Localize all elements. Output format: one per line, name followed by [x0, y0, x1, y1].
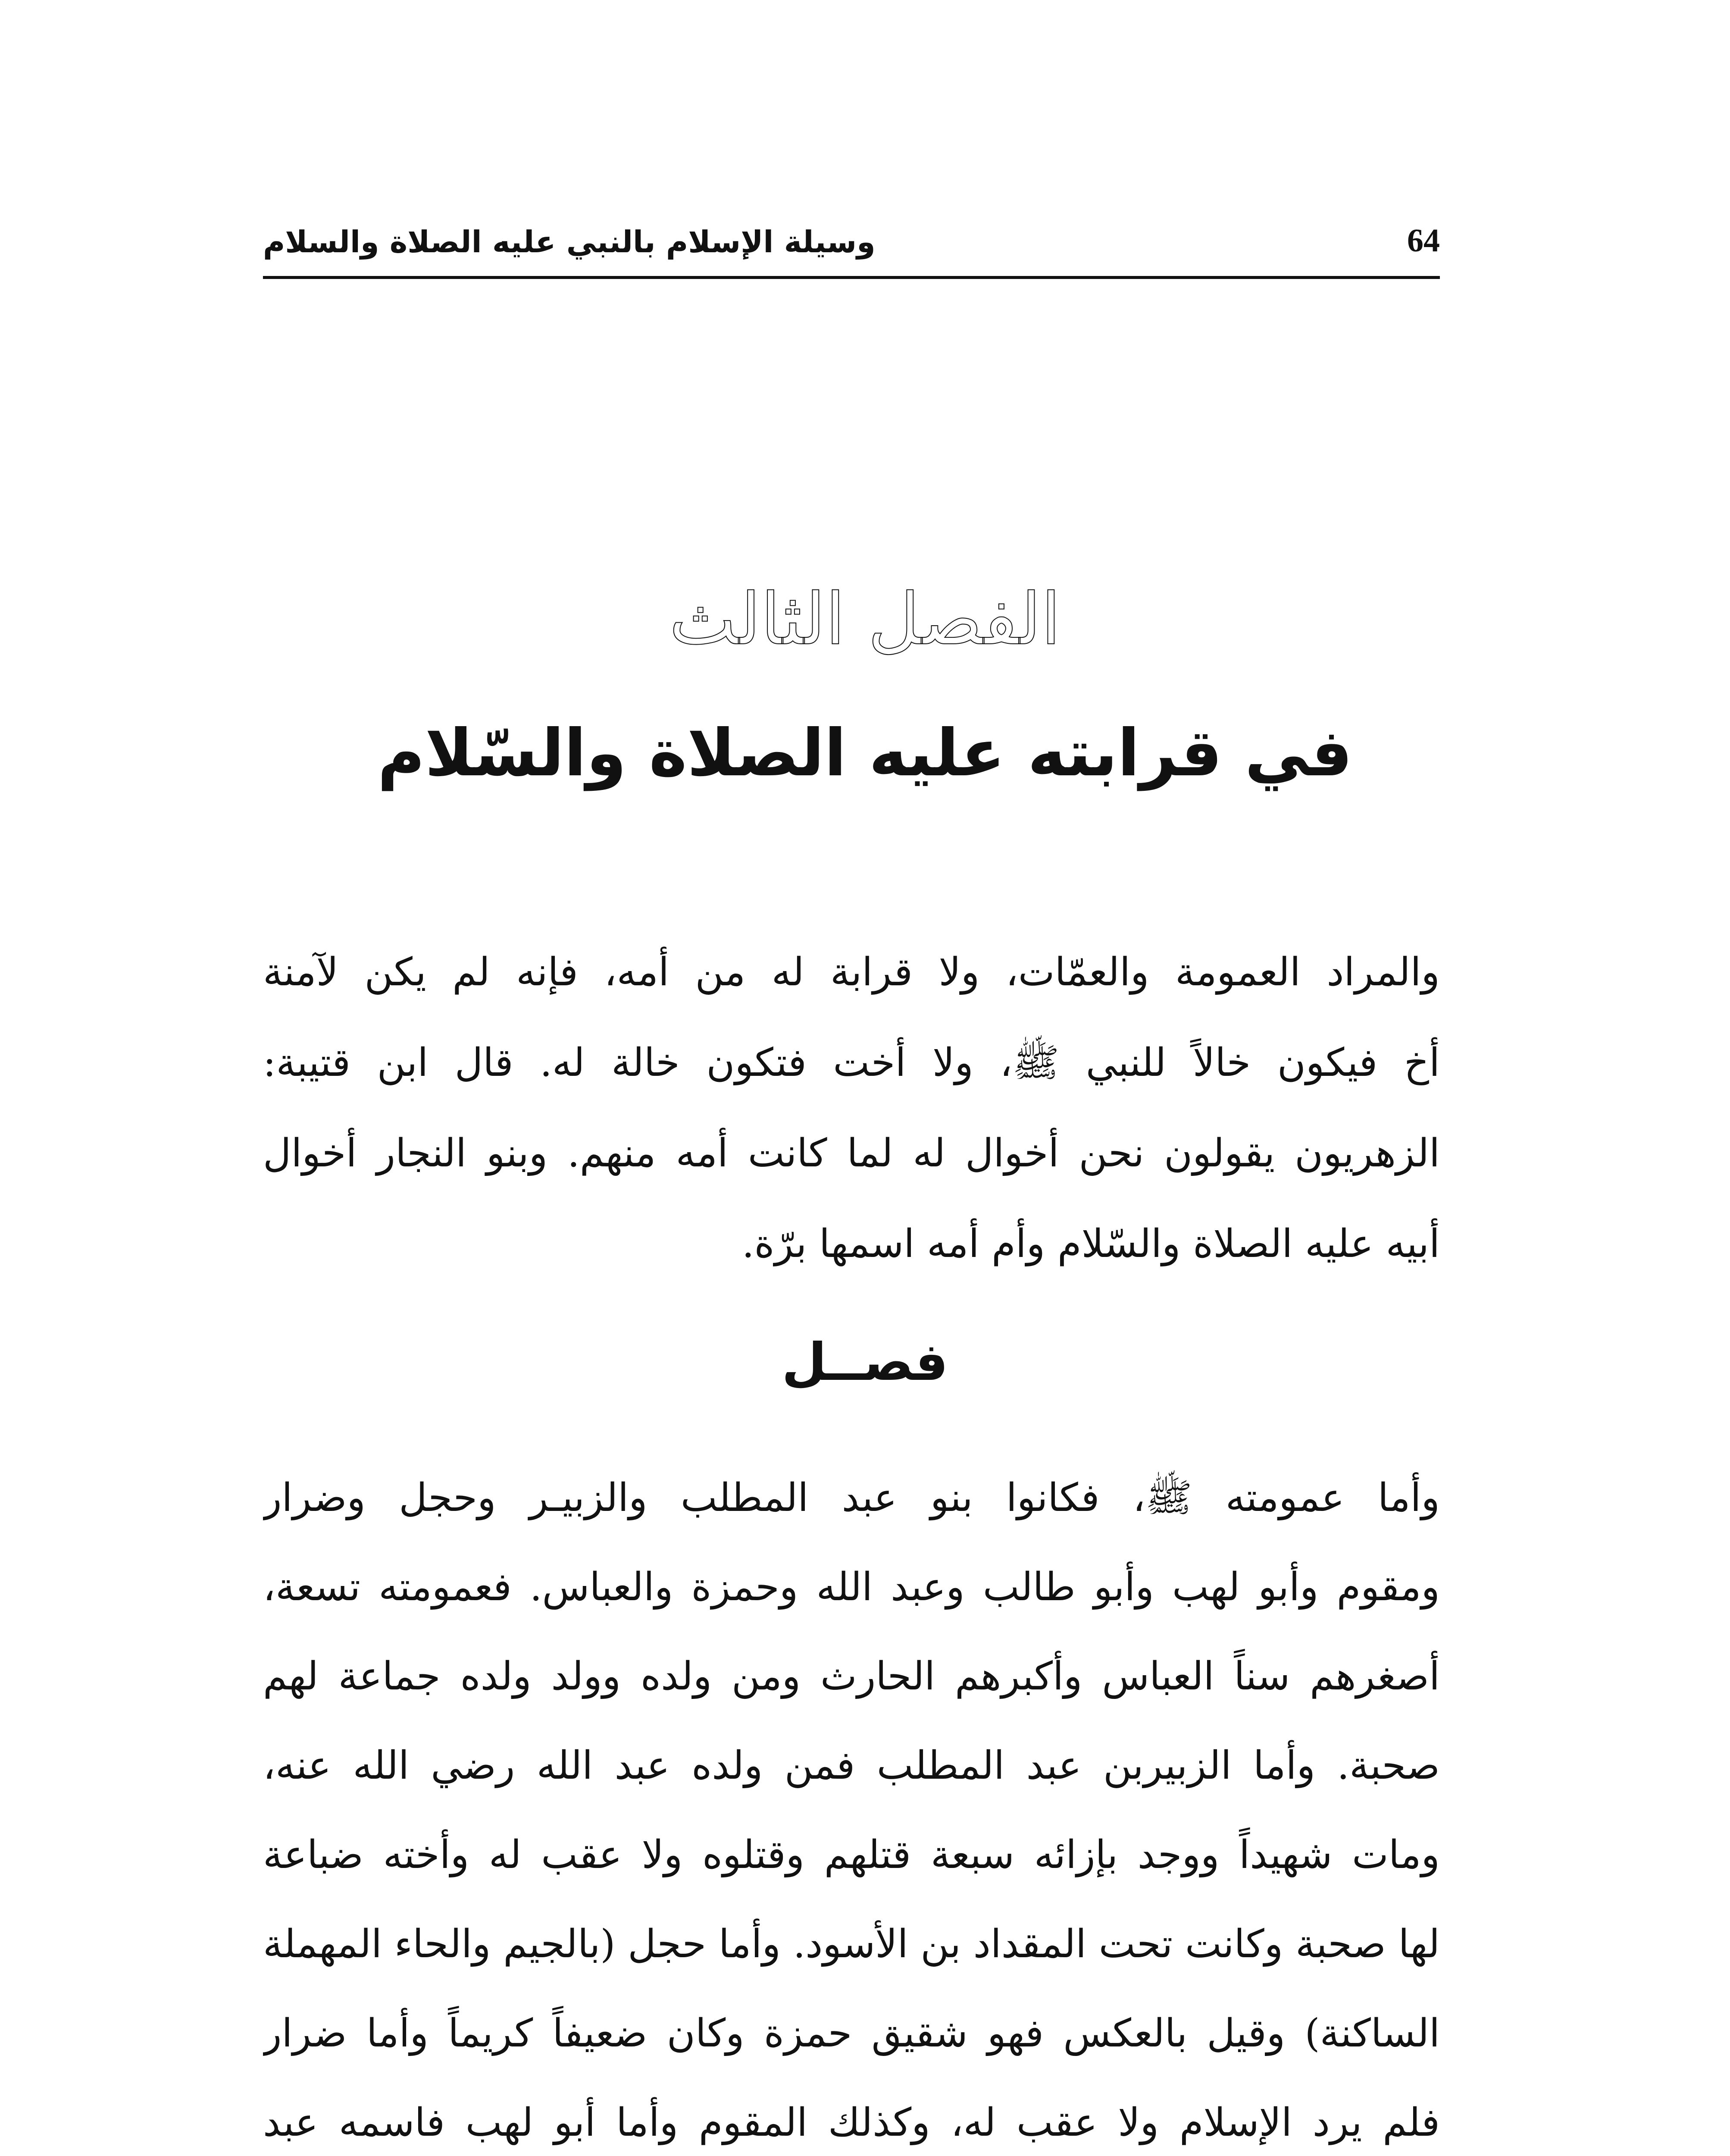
text-line: ومقوم وأبو لهب وأبو طالب وعبد الله وحمزة والعباس. فعمومته تسعة، — [263, 1564, 1440, 1610]
text-line: فلم يرد الإسلام ولا عقب له، وكذلك المقوم وأما أبو لهب فاسمه عبد — [263, 2100, 1440, 2145]
header-rule — [263, 276, 1440, 279]
section-heading: فصــل — [782, 1332, 948, 1392]
paragraph-intro — [263, 927, 1440, 1289]
text-line: ومات شهيداً ووجد بإزائه سبعة قتلهم وقتلوه ولا عقب له وأخته ضباعة — [263, 1832, 1440, 1877]
text-line: الزهريون يقولون نحن أخوال له لما كانت أمه منهم. وبنو النجار أخوال — [263, 1131, 1440, 1176]
text-line: والمراد العمومة والعمّات، ولا قرابة له من أمه، فإنه لم يكن لآمنة — [263, 950, 1440, 995]
chapter-label: الفصل الثالث — [669, 578, 1061, 661]
running-title: وسيلة الإسلام بالنبي عليه الصلاة والسلام — [263, 224, 876, 260]
paragraph-uncles — [263, 1453, 1440, 2156]
text-line: وأما عمومته ﷺ، فكانوا بنو عبد المطلب والزبيـر وحجل وضرار — [263, 1475, 1440, 1520]
running-header — [263, 216, 1440, 280]
text-line: الساكنة) وقيل بالعكس فهو شقيق حمزة وكان ضعيفاً كريماً وأما ضرار — [263, 2011, 1440, 2056]
text-line: صحبة. وأما الزبيربن عبد المطلب فمن ولده عبد الله رضي الله عنه، — [263, 1743, 1440, 1788]
text-line: لها صحبة وكانت تحت المقداد بن الأسود. وأما حجل (بالجيم والحاء المهملة — [263, 1921, 1440, 1967]
page-number: 64 — [1407, 222, 1440, 259]
text-line: أصغرهم سناً العباس وأكبرهم الحارث ومن ولده وولد ولده جماعة لهم — [263, 1654, 1440, 1699]
chapter-title: في قرابته عليه الصلاة والسّلام — [377, 716, 1353, 791]
text-line: أبيه عليه الصلاة والسّلام وأم أمه اسمها برّة. — [741, 1221, 1440, 1266]
text-line: أخ فيكون خالاً للنبي ﷺ، ولا أخت فتكون خالة له. قال ابن قتيبة: — [263, 1040, 1440, 1085]
